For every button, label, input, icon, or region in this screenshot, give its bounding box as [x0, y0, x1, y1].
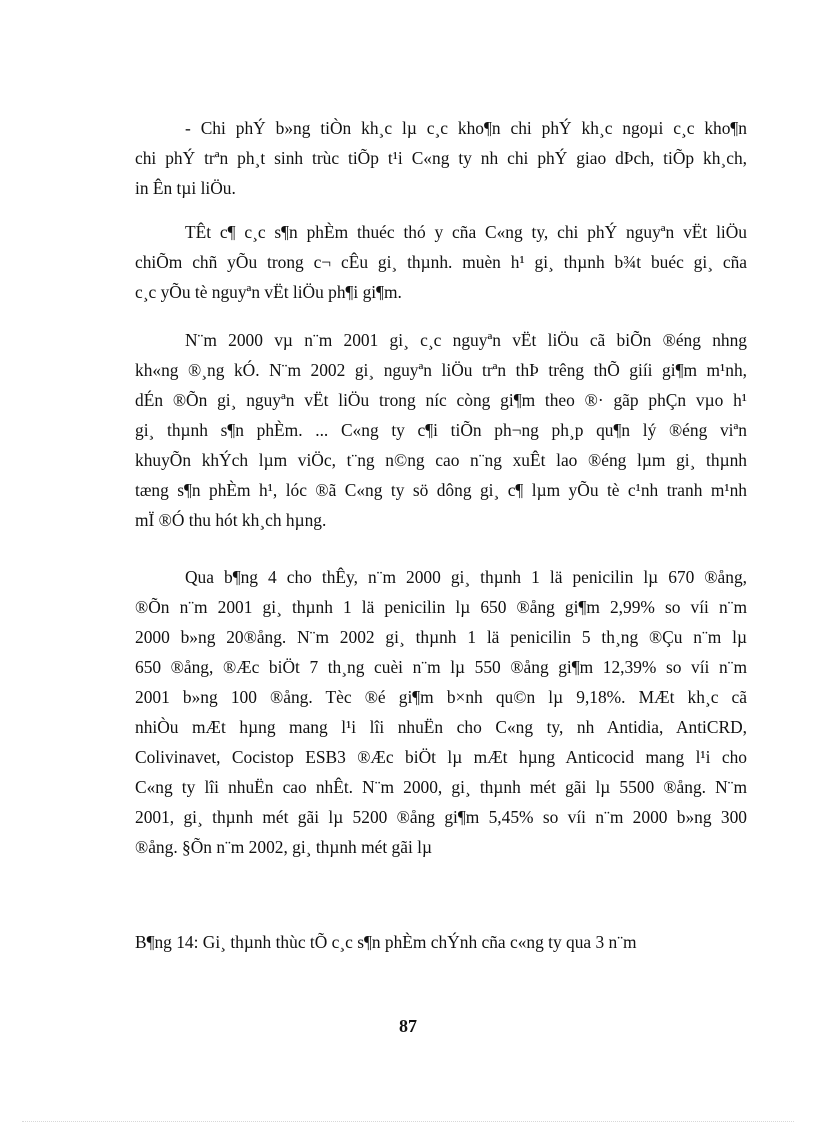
paragraph-material-costs	[135, 217, 747, 307]
text-line: c¸c yÕu tè nguyªn vËt liÖu ph¶i gi¶m.	[135, 282, 402, 302]
text-line: - Chi phÝ b»ng tiÒn kh¸c lµ c¸c kho¶n chi phÝ kh¸c ngoµi c¸c kho¶n	[185, 118, 747, 138]
text-line: gi¸ thµnh s¶n phÈm. ... C«ng ty c¶i tiÕn ph¬ng ph¸p qu¶n lý ®éng viªn	[135, 420, 747, 440]
text-line: tæng s¶n phÈm h¹, lóc ®ã C«ng ty sö dông gi¸ c¶ lµm yÕu tè c¹nh tranh m¹nh	[135, 480, 747, 500]
text-line: Colivinavet, Cocistop ESB3 ®Æc biÖt lµ mÆt hµng Anticocid mang l¹i cho	[135, 747, 747, 767]
text-line: 2000 b»ng 20®ång. N¨m 2002 gi¸ thµnh 1 lä penicilin 5 th¸ng ®Çu n¨m lµ	[135, 627, 747, 647]
text-line: 650 ®ång, ®Æc biÖt 7 th¸ng cuèi n¨m lµ 550 ®ång gi¶m 12,39% so víi n¨m	[135, 657, 747, 677]
text-line: N¨m 2000 vµ n¨m 2001 gi¸ c¸c nguyªn vËt liÖu cã biÕn ®éng nhng	[185, 330, 747, 350]
page-number: 87	[399, 1016, 417, 1036]
paragraph-price-changes	[135, 325, 747, 535]
text-line: ®ång. §Õn n¨m 2002, gi¸ thµnh mét gãi lµ	[135, 837, 432, 857]
text-line: ®Õn n¨m 2001 gi¸ thµnh 1 lä penicilin lµ 650 ®ång gi¶m 2,99% so víi n¨m	[135, 597, 747, 617]
text-line: in Ên tµi liÖu.	[135, 178, 236, 198]
text-line: chi phÝ trªn ph¸t sinh trùc tiÕp t¹i C«ng ty nh chi phÝ giao dÞch, tiÕp kh¸ch,	[135, 148, 747, 168]
paragraph-other-costs	[135, 113, 747, 203]
text-line: Qua b¶ng 4 cho thÊy, n¨m 2000 gi¸ thµnh 1 lä penicilin lµ 670 ®ång,	[185, 567, 747, 587]
text-line: C«ng ty lîi nhuËn cao nhÊt. N¨m 2000, gi¸ thµnh mét gãi lµ 5500 ®ång. N¨m	[135, 777, 747, 797]
text-line: khuyÕn khÝch lµm viÖc, t¨ng n©ng cao n¨ng xuÊt lao ®éng lµm gi¸ thµnh	[135, 450, 747, 470]
text-line: mÏ ®Ó thu hót kh¸ch hµng.	[135, 510, 327, 530]
table-caption: B¶ng 14: Gi¸ thµnh thùc tÕ c¸c s¶n phÈm chÝnh cña c«ng ty qua 3 n¨m	[135, 932, 637, 952]
text-line: TÊt c¶ c¸c s¶n phÈm thuéc thó y cña C«ng ty, chi phÝ nguyªn vËt liÖu	[185, 222, 747, 242]
text-line: chiÕm chñ yÕu trong c¬ cÊu gi¸ thµnh. muèn h¹ gi¸ thµnh b¾t buéc gi¸ cña	[135, 252, 747, 272]
page-bottom-border	[22, 1121, 794, 1122]
paragraph-table-analysis	[135, 562, 747, 862]
text-line: 2001, gi¸ thµnh mét gãi lµ 5200 ®ång gi¶m 5,45% so víi n¨m 2000 b»ng 300	[135, 807, 747, 827]
text-line: nhiÒu mÆt hµng mang l¹i lîi nhuËn cho C«ng ty, nh Antidia, AntiCRD,	[135, 717, 747, 737]
text-line: 2001 b»ng 100 ®ång. Tèc ®é gi¶m b×nh qu©n lµ 9,18%. MÆt kh¸c cã	[135, 687, 747, 707]
text-line: dÉn ®Õn gi¸ nguyªn vËt liÖu trong níc còng gi¶m theo ®· gãp phÇn vµo h¹	[135, 390, 747, 410]
text-line: kh«ng ®¸ng kÓ. N¨m 2002 gi¸ nguyªn liÖu trªn thÞ trêng thÕ giíi gi¶m m¹nh,	[135, 360, 747, 380]
